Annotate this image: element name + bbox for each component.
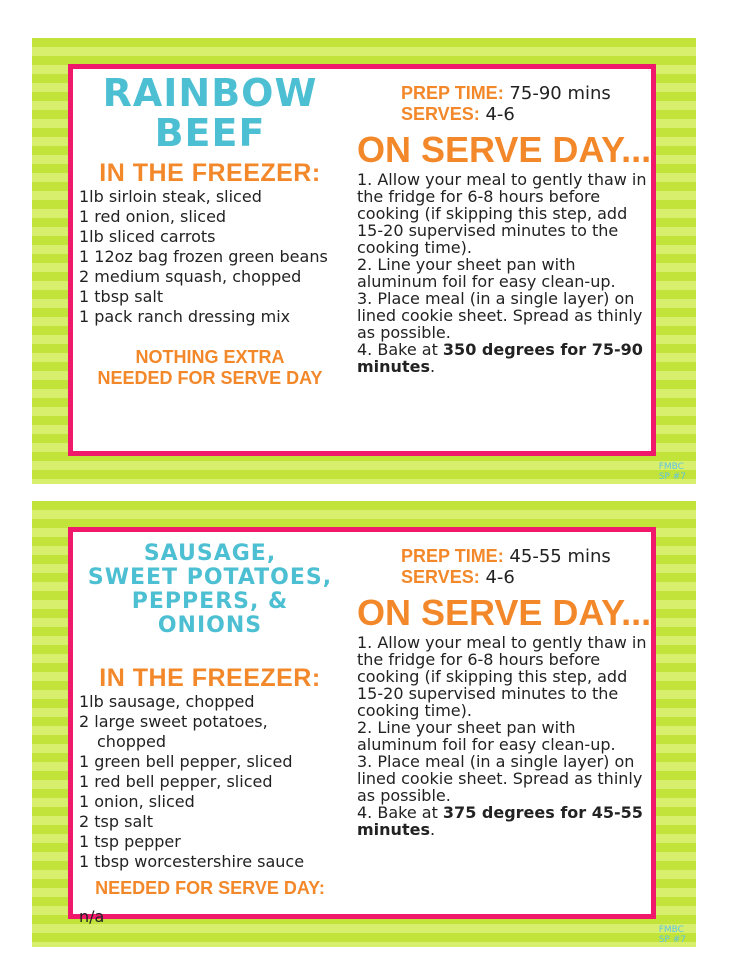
ingredient-item: 1 green bell pepper, sliced — [79, 752, 293, 771]
watermark — [659, 462, 686, 482]
prep-time — [357, 546, 657, 567]
ingredient-item: 1lb sirloin steak, sliced — [79, 187, 262, 206]
right-column — [357, 83, 657, 375]
ingredient-item: 1 pack ranch dressing mix — [79, 307, 291, 326]
ingredient-item: 1lb sausage, chopped — [79, 692, 255, 711]
step-3: 3. Place meal (in a single layer) on lined cookie sheet. Spread as thinly as possible. — [357, 752, 643, 805]
serves — [357, 567, 657, 588]
serves-label: SERVES: — [401, 104, 480, 124]
step-4 — [357, 341, 657, 375]
step-4-prefix: 4. Bake at — [357, 803, 443, 822]
recipe-title — [79, 542, 341, 638]
left-column — [79, 73, 341, 389]
card-frame — [68, 64, 656, 456]
prep-time-label: PREP TIME: — [401, 546, 504, 566]
step-2: 2. Line your sheet pan with aluminum foil for easy clean-up. — [357, 255, 616, 291]
step-1: 1. Allow your meal to gently thaw in the fridge for 6-8 hours before cooking (if skipping this step, add 15-20 supervised minutes to the cooking time). — [357, 633, 647, 720]
title-line: PEPPERS, & ONIONS — [131, 589, 289, 638]
serve-day-heading: ON SERVE DAY... — [357, 129, 652, 170]
title-line: RAINBOW — [102, 71, 318, 115]
title-line: BEEF — [154, 111, 266, 155]
step-4-prefix: 4. Bake at — [357, 340, 443, 359]
ingredient-item: 2 tsp salt — [79, 812, 153, 831]
watermark-line: SP #7 — [658, 935, 686, 945]
ingredient-item: 1 red onion, sliced — [79, 207, 227, 226]
ingredient-item: 1 tbsp salt — [79, 287, 164, 306]
serves-value: 4-6 — [485, 104, 515, 125]
ingredient-item: 1 red bell pepper, sliced — [79, 772, 273, 791]
step-4-suffix: . — [429, 357, 436, 376]
prep-time-value: 45-55 mins — [509, 546, 611, 567]
serve-day-note — [79, 878, 341, 899]
freezer-heading: IN THE FREEZER: — [99, 159, 321, 187]
card-frame — [68, 527, 656, 926]
ingredient-item: 1 tbsp worcestershire sauce — [79, 852, 305, 871]
recipe-title — [79, 73, 341, 153]
step-4-suffix: . — [429, 820, 436, 839]
recipe-card-sausage — [32, 501, 696, 947]
note-line: NOTHING EXTRA — [135, 347, 285, 367]
ingredient-item: 1lb sliced carrots — [79, 227, 216, 246]
right-column — [357, 546, 657, 838]
serves-value: 4-6 — [485, 567, 515, 588]
watermark-line: SP #7 — [658, 472, 686, 482]
step-1: 1. Allow your meal to gently thaw in the fridge for 6-8 hours before cooking (if skipping this step, add 15-20 supervised minutes to the cooking time). — [357, 170, 647, 257]
ingredient-item: 1 12oz bag frozen green beans — [79, 247, 328, 266]
prep-time-value: 75-90 mins — [509, 83, 611, 104]
ingredient-item: 2 large sweet potatoes, chopped — [79, 712, 268, 751]
serves-label: SERVES: — [401, 567, 480, 587]
watermark — [659, 925, 686, 945]
prep-time-label: PREP TIME: — [401, 83, 504, 103]
note-line: NEEDED FOR SERVE DAY — [97, 368, 323, 388]
serve-day-heading: ON SERVE DAY... — [357, 592, 652, 633]
ingredient-list — [79, 692, 341, 872]
step-3: 3. Place meal (in a single layer) on lined cookie sheet. Spread as thinly as possible. — [357, 289, 643, 342]
watermark-line: FMBC — [658, 462, 684, 472]
title-line: SWEET POTATOES, — [87, 565, 333, 590]
step-4-bold: 350 degrees for 75-90 minutes — [357, 340, 643, 376]
step-4 — [357, 804, 657, 838]
left-column — [79, 536, 341, 926]
title-line: SAUSAGE, — [143, 541, 277, 566]
serve-day-note — [79, 347, 341, 389]
serves — [357, 104, 657, 125]
ingredient-item: 1 onion, sliced — [79, 792, 195, 811]
recipe-card-rainbow-beef — [32, 38, 696, 484]
note-line: NEEDED FOR SERVE DAY: — [95, 878, 325, 898]
step-2: 2. Line your sheet pan with aluminum foil for easy clean-up. — [357, 718, 616, 754]
prep-time — [357, 83, 657, 104]
freezer-heading: IN THE FREEZER: — [99, 664, 321, 692]
watermark-line: FMBC — [658, 925, 684, 935]
ingredient-item: 2 medium squash, chopped — [79, 267, 302, 286]
step-4-bold: 375 degrees for 45-55 minutes — [357, 803, 643, 839]
ingredient-item: 1 tsp pepper — [79, 832, 181, 851]
ingredient-list — [79, 187, 341, 327]
serve-day-value: n/a — [79, 907, 105, 926]
